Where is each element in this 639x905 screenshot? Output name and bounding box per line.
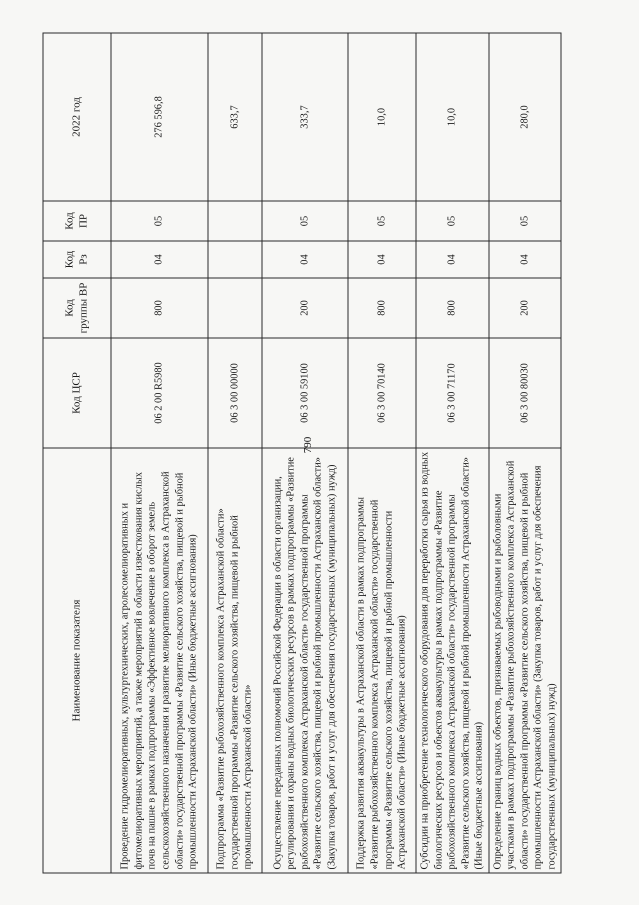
row-csr: 06 2 00 R5980 bbox=[111, 338, 208, 448]
row-name: Проведение гидромелиоративных, культуртехнических, агролесомелиоративных и фитомелиоративных мероприятий, а также мероприятий в области известкования кислых почв на пашне в рамках подпрограммы «Эффективное вовлечение в оборот земель сельскохозяйственного назначения и развитие мелиоративного комплекса в Астраханской области» государственной программы «Развитие сельского хозяйства, пищевой и рыбной промышленности Астраханской области» (Иные бюджетные ассигнования) bbox=[111, 448, 208, 873]
row-pr bbox=[208, 201, 262, 241]
row-value: 280,0 bbox=[489, 33, 562, 201]
header-csr: Код ЦСР bbox=[43, 338, 111, 448]
header-name: Наименование показателя bbox=[43, 448, 111, 873]
row-vr: 200 bbox=[262, 278, 348, 338]
header-rz: Код Рз bbox=[43, 241, 111, 278]
page-number: 790 bbox=[302, 436, 314, 454]
row-csr: 06 3 00 00000 bbox=[208, 338, 262, 448]
row-vr: 800 bbox=[348, 278, 416, 338]
row-vr: 200 bbox=[489, 278, 562, 338]
row-pr: 05 bbox=[111, 201, 208, 241]
row-rz: 04 bbox=[416, 241, 489, 278]
row-vr: 800 bbox=[111, 278, 208, 338]
row-pr: 05 bbox=[262, 201, 348, 241]
row-value: 10,0 bbox=[416, 33, 489, 201]
header-year: 2022 год bbox=[43, 33, 111, 201]
row-value: 10,0 bbox=[348, 33, 416, 201]
budget-table-sheet bbox=[43, 34, 558, 874]
row-vr: 800 bbox=[416, 278, 489, 338]
row-name: Осуществление переданных полномочий Российской Федерации в области организации, регулирования и охраны водных биологических ресурсов в рамках подпрограммы «Развитие рыбохозяйственного комплекса Астраханской области» государственной программы «Развитие сельского хозяйства, пищевой и рыбной промышленности Астраханской области» (Закупка товаров, работ и услуг для обеспечения государственных (муниципальных) нужд) bbox=[262, 448, 348, 873]
row-name: Подпрограмма «Развитие рыбохозяйственного комплекса Астраханской области» государственной программы «Развитие сельского хозяйства, пищевой и рыбной промышленности Астраханской области» bbox=[208, 448, 262, 873]
table-row bbox=[262, 33, 348, 873]
row-name: Определение границ водных объектов, признаваемых рыбоводными и рыболовными участками в рамках подпрограммы «Развитие рыбохозяйственного комплекса Астраханской области» государственной программы «Развитие сельского хозяйства, пищевой и рыбной промышленности Астраханской области» (Закупка товаров, работ и услуг для обеспечения государственных (муниципальных) нужд) bbox=[489, 448, 562, 873]
row-rz bbox=[208, 241, 262, 278]
table-row bbox=[111, 33, 208, 873]
row-csr: 06 3 00 59100 bbox=[262, 338, 348, 448]
row-rz: 04 bbox=[111, 241, 208, 278]
row-pr: 05 bbox=[416, 201, 489, 241]
row-csr: 06 3 00 70140 bbox=[348, 338, 416, 448]
row-rz: 04 bbox=[348, 241, 416, 278]
row-rz: 04 bbox=[262, 241, 348, 278]
row-name: Поддержка развития аквакультуры в Астраханской области в рамках подпрограммы «Развитие рыбохозяйственного комплекса Астраханской области» государственной программы «Развитие сельского хозяйства, пищевой и рыбной промышленности Астраханской области» (Иные бюджетные ассигнования) bbox=[348, 448, 416, 873]
row-value: 633,7 bbox=[208, 33, 262, 201]
budget-table bbox=[43, 33, 562, 874]
table-row bbox=[416, 33, 489, 873]
row-rz: 04 bbox=[489, 241, 562, 278]
table-row bbox=[489, 33, 562, 873]
row-pr: 05 bbox=[348, 201, 416, 241]
row-value: 276 596,8 bbox=[111, 33, 208, 201]
row-value: 333,7 bbox=[262, 33, 348, 201]
row-name: Субсидии на приобретение технологического оборудования для переработки сырья из водных биологических ресурсов и объектов аквакультуры в рамках подпрограммы «Развитие рыбохозяйственного комплекса Астраханской области» государственной программы «Развитие сельского хозяйства, пищевой и рыбной промышленности Астраханской области» (Иные бюджетные ассигнования) bbox=[416, 448, 489, 873]
header-pr: Код ПР bbox=[43, 201, 111, 241]
row-csr: 06 3 00 80030 bbox=[489, 338, 562, 448]
header-vr: Код группы ВР bbox=[43, 278, 111, 338]
row-pr: 05 bbox=[489, 201, 562, 241]
table-row bbox=[208, 33, 262, 873]
table-row bbox=[348, 33, 416, 873]
row-csr: 06 3 00 71170 bbox=[416, 338, 489, 448]
row-vr bbox=[208, 278, 262, 338]
